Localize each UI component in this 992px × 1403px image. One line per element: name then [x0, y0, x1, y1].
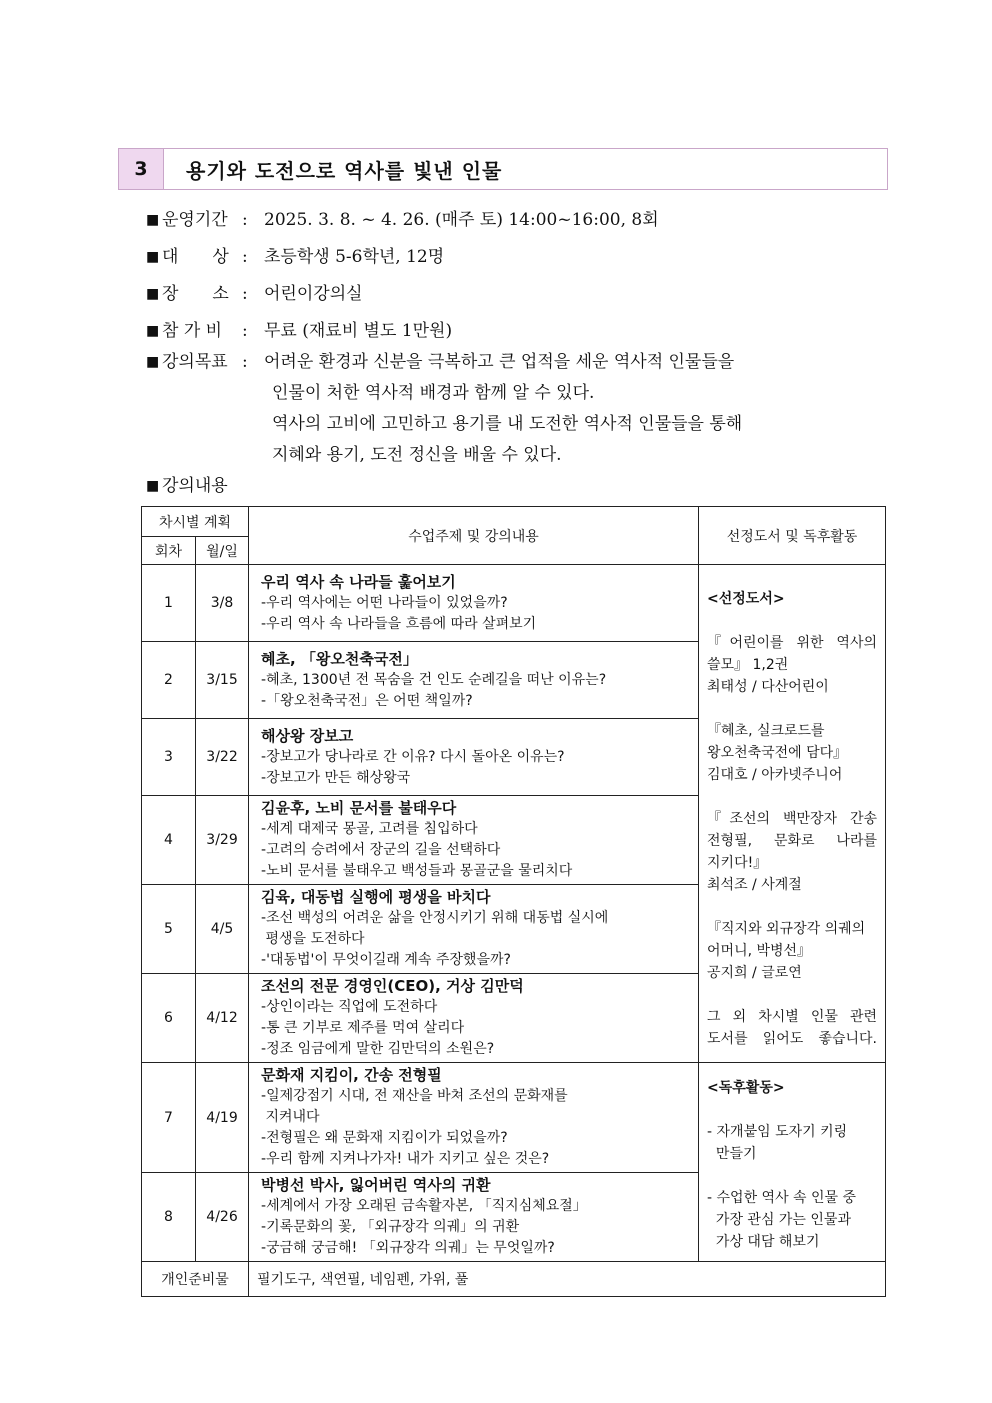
session-date: 3/22	[196, 719, 249, 796]
info-value: 무료 (재료비 별도 1만원)	[264, 321, 453, 341]
info-goal: ■ 강의목표 : 어려운 환경과 신분을 극복하고 큰 업적을 세운 역사적 인물들을	[146, 347, 742, 378]
topic-line: -고려의 승려에서 장군의 길을 선택하다	[261, 842, 501, 858]
session-topic	[249, 719, 699, 796]
topic-line: -일제강점기 시대, 전 재산을 바쳐 조선의 문화재를	[261, 1088, 568, 1104]
session-number: 7	[142, 1063, 196, 1173]
info-label: 참 가 비	[162, 321, 223, 341]
session-topic	[249, 642, 699, 719]
topic-line: -세계에서 가장 오래된 금속활자본, 「직지심체요절」	[261, 1198, 587, 1214]
session-number: 3	[142, 719, 196, 796]
topic-title: 우리 역사 속 나라들 훑어보기	[261, 572, 456, 591]
topic-line: -노비 문서를 불태우고 백성들과 몽골군을 물리치다	[261, 863, 573, 879]
topic-title: 조선의 전문 경영인(CEO), 거상 김만덕	[261, 977, 524, 995]
info-value: 2025. 3. 8. ~ 4. 26. (매주 토) 14:00~16:00, 8회	[264, 210, 659, 230]
topic-title: 문화재 지킴이, 간송 전형필	[261, 1066, 442, 1084]
topic-line: -조선 백성의 어려운 삶을 안정시키기 위해 대동법 실시에	[261, 910, 609, 926]
table-row	[142, 565, 886, 642]
session-topic	[249, 1063, 699, 1173]
supplies-row	[142, 1262, 886, 1297]
session-number: 5	[142, 885, 196, 974]
session-date: 3/29	[196, 796, 249, 885]
goal-line: 지혜와 용기, 도전 정신을 배울 수 있다.	[272, 445, 562, 465]
topic-line: -세계 대제국 몽골, 고려를 침입하다	[261, 821, 478, 837]
topic-line: -상인이라는 직업에 도전하다	[261, 999, 438, 1015]
topic-title: 박병선 박사, 잃어버린 역사의 귀환	[261, 1176, 491, 1194]
session-topic	[249, 565, 699, 642]
section-header	[118, 148, 888, 190]
header-books: 선정도서 및 독후활동	[699, 507, 886, 565]
info-place: ■ 장 소 : 어린이강의실	[146, 279, 742, 310]
session-number: 1	[142, 565, 196, 642]
section-title: 용기와 도전으로 역사를 빛낸 인물	[186, 158, 503, 183]
info-value: 초등학생 5-6학년, 12명	[264, 247, 445, 267]
session-date: 4/19	[196, 1063, 249, 1173]
schedule-table	[141, 506, 886, 1297]
session-date: 4/5	[196, 885, 249, 974]
header-topic: 수업주제 및 강의내용	[249, 507, 699, 565]
supplies-label: 개인준비물	[142, 1262, 249, 1297]
header-plan: 차시별 계획	[142, 507, 249, 537]
info-block	[146, 205, 742, 502]
topic-line: -장보고가 당나라로 간 이유? 다시 돌아온 이유는?	[261, 748, 565, 765]
topic-title: 김육, 대동법 실행에 평생을 바치다	[261, 888, 491, 906]
reading-activities: <독후활동> - 자개붙임 도자기 키링 만들기 - 수업한 역사 속 인물 중 가장 관심 가는 인물과 가상 대담 해보기	[699, 1063, 886, 1262]
info-value: 어린이강의실	[264, 284, 363, 304]
topic-line: -혜초, 1300년 전 목숨을 건 인도 순례길을 떠난 이유는?	[261, 671, 607, 688]
goal-line: 인물이 처한 역사적 배경과 함께 알 수 있다.	[272, 383, 595, 403]
topic-line: -정조 임금에게 말한 김만덕의 소원은?	[261, 1041, 495, 1057]
info-label: 장 소	[162, 284, 229, 304]
topic-line: 지켜내다	[261, 1109, 320, 1125]
topic-line: -우리 역사에는 어떤 나라들이 있었을까?	[261, 594, 508, 611]
topic-line: -기록문화의 꽃, 「외규장각 의궤」의 귀환	[261, 1219, 520, 1235]
info-label: 대 상	[162, 247, 229, 267]
topic-line: -'대동법'이 무엇이길래 계속 주장했을까?	[261, 952, 511, 968]
session-topic	[249, 974, 699, 1063]
topic-line: -장보고가 만든 해상왕국	[261, 769, 411, 786]
goal-line: 역사의 고비에 고민하고 용기를 내 도전한 역사적 인물들을 통해	[272, 414, 743, 434]
info-label: 운영기간	[162, 210, 228, 230]
topic-title: 해상왕 장보고	[261, 726, 354, 745]
session-date: 4/12	[196, 974, 249, 1063]
activity-heading: <독후활동>	[707, 1080, 785, 1096]
info-content: ■ 강의내용	[146, 471, 742, 502]
topic-line: -우리 역사 속 나라들을 흐름에 따라 살펴보기	[261, 615, 537, 632]
supplies-value: 필기도구, 색연필, 네임펜, 가위, 풀	[249, 1262, 886, 1297]
info-label: 강의내용	[162, 476, 228, 496]
session-number: 6	[142, 974, 196, 1063]
topic-line: -통 큰 기부로 제주를 먹여 살리다	[261, 1020, 465, 1036]
header-date: 월/일	[196, 537, 249, 565]
topic-line: -전형필은 왜 문화재 지킴이가 되었을까?	[261, 1130, 508, 1146]
session-topic	[249, 885, 699, 974]
topic-title: 혜초, 「왕오천축국전」	[261, 649, 418, 668]
session-date: 3/15	[196, 642, 249, 719]
section-number: 3	[119, 149, 164, 189]
books-heading: <선정도서>	[707, 590, 785, 607]
session-number: 8	[142, 1173, 196, 1262]
info-fee: ■ 참 가 비 : 무료 (재료비 별도 1만원)	[146, 316, 742, 347]
selected-books: <선정도서> 『어린이를 위한 역사의 쓸모』 1,2권 최태성 / 다산어린이 『혜초, 실크로드를 왕오천축국전에 담다』 김대호 / 아카넷주니어 『조선의 백만장자 간송 전형필, 문화로 나라를 지키다!』 최석조 / 사계절 『직지와 외규장각 의궤의 어머니, 박병선』 공지희 / 글로연 그 외 차시별 인물 관련 도서를 읽어도 좋습니다.	[699, 565, 886, 1063]
session-topic	[249, 796, 699, 885]
info-period: ■ 운영기간 : 2025. 3. 8. ~ 4. 26. (매주 토) 14:00~16:00, 8회	[146, 205, 742, 236]
topic-line: -우리 함께 지켜나가자! 내가 지키고 싶은 것은?	[261, 1151, 550, 1167]
topic-title: 김윤후, 노비 문서를 불태우다	[261, 799, 457, 817]
info-target: ■ 대 상 : 초등학생 5-6학년, 12명	[146, 242, 742, 273]
goal-line: 어려운 환경과 신분을 극복하고 큰 업적을 세운 역사적 인물들을	[264, 352, 735, 372]
header-session: 회차	[142, 537, 196, 565]
session-date: 3/8	[196, 565, 249, 642]
info-label: 강의목표	[162, 352, 228, 372]
table-row	[142, 1063, 886, 1173]
session-date: 4/26	[196, 1173, 249, 1262]
topic-line: -궁금해 궁금해! 「외규장각 의궤」는 무엇일까?	[261, 1240, 555, 1256]
session-number: 2	[142, 642, 196, 719]
session-number: 4	[142, 796, 196, 885]
topic-line: -「왕오천축국전」은 어떤 책일까?	[261, 692, 473, 709]
session-topic	[249, 1173, 699, 1262]
topic-line: 평생을 도전하다	[261, 931, 365, 947]
